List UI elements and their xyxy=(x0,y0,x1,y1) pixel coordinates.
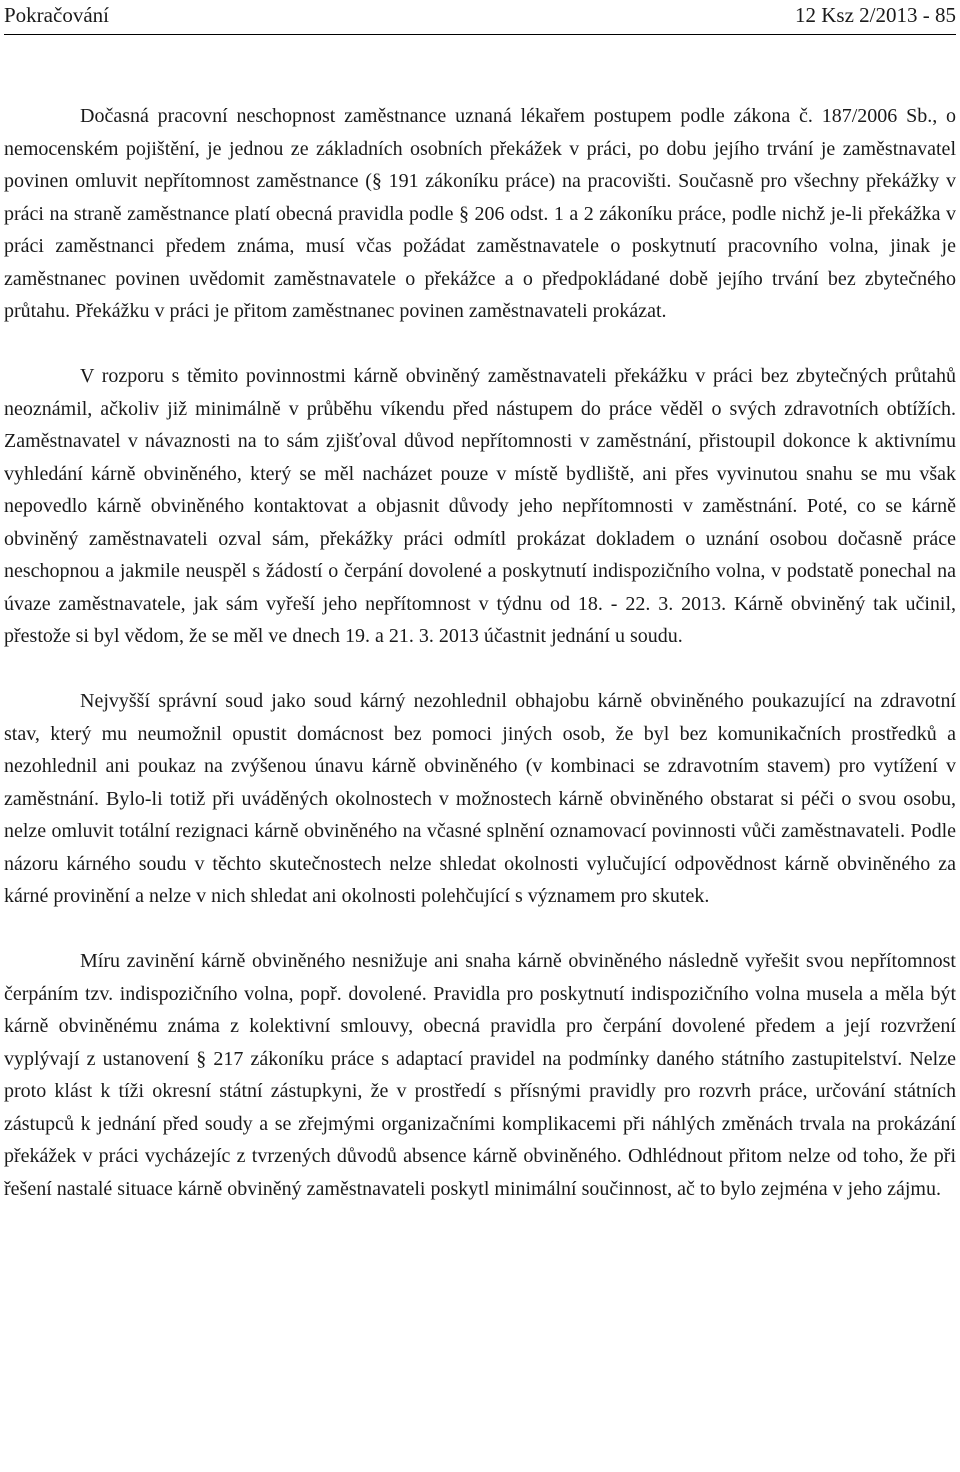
paragraph-1: Dočasná pracovní neschopnost zaměstnance uznaná lékařem postupem podle zákona č. 187/2006 Sb., o nemocenském pojištění, je jednou ze základních osobních překážek v práci, po dobu jejího trvání je zaměstnavatel povinen omluvit nepřítomnost zaměstnance (§ 191 zákoníku práce) na pracovišti. Současně pro všechny překážky v práci na straně zaměstnance platí obecná pravidla podle § 206 odst. 1 a 2 zákoníku práce, podle nichž je-li překážka v práci zaměstnanci předem známa, musí včas požádat zaměstnavatele o poskytnutí pracovního volna, jinak je zaměstnanec povinen uvědomit zaměstnavatele o překážce a o předpokládané době jejího trvání bez zbytečného průtahu. Překážku v práci je přitom zaměstnanec povinen zaměstnavateli prokázat. xyxy=(4,105,956,322)
header-case-number: 12 Ksz 2/2013 - 85 xyxy=(795,3,956,27)
header-continuation-label: Pokračování xyxy=(4,3,109,27)
document-page xyxy=(4,0,956,1200)
page-header xyxy=(4,0,956,30)
paragraph-3: Nejvyšší správní soud jako soud kárný nezohlednil obhajobu kárně obviněného poukazující na zdravotní stav, který mu neumožnil opustit domácnost bez pomoci jiných osob, že byl bez komunikačních prostředků a nezohlednil ani poukaz na zvýšenou únavu kárně obviněného (v kombinaci se zdravotním stavem) pro vytížení v zaměstnání. Bylo-li totiž při uváděných okolnostech v možnostech kárně obviněného obstarat si péči o svou osobu, nelze omluvit totální rezignaci kárně obviněného na včasné splnění oznamovací povinnosti vůči zaměstnavateli. Podle názoru kárného soudu v těchto skutečnostech nelze shledat okolnosti vylučující odpovědnost kárně obviněného za kárné provinění a nelze v nich shledat ani okolnosti polehčující s významem pro skutek. xyxy=(4,690,956,907)
paragraph-4: Míru zavinění kárně obviněného nesnižuje ani snaha kárně obviněného následně vyřešit svou nepřítomnost čerpáním tzv. indispozičního volna, popř. dovolené. Pravidla pro poskytnutí indispozičního volna musela a měla být kárně obviněnému známa z kolektivní smlouvy, obecná pravidla pro čerpání dovolené předem a její rozvržení vyplývají z ustanovení § 217 zákoníku práce s adaptací pravidel na podmínky daného státního zastupitelství. Nelze proto klást k tíži okresní státní zástupkyni, že v prostředí s přísnými pravidly pro rozvrh práce, určování státních zástupců k jednání před soudy a se zřejmými organizačními komplikacemi při náhlých změnách trvala na prokázání překážek v práci vycházejíc z tvrzených důvodů absence kárně obviněného. Odhlédnout přitom nelze od toho, že při řešení nastalé situace kárně obviněný zaměstnavateli poskytl minimální součinnost, ač to bylo zejména v jeho zájmu. xyxy=(4,950,956,1200)
document-body xyxy=(4,100,956,1205)
header-divider xyxy=(4,34,956,35)
paragraph-2: V rozporu s těmito povinnostmi kárně obviněný zaměstnavateli překážku v práci bez zbytečných průtahů neoznámil, ačkoliv již minimálně v průběhu víkendu před nástupem do práce věděl o svých zdravotních obtížích. Zaměstnavatel v návaznosti na to sám zjišťoval důvod nepřítomnosti v zaměstnání, přistoupil dokonce k aktivnímu vyhledání kárně obviněného, který se měl nacházet pouze v místě bydliště, ani přes vyvinutou snahu se mu však nepovedlo kárně obviněného kontaktovat a objasnit důvody jeho nepřítomnosti v zaměstnání. Poté, co se kárně obviněný zaměstnavateli ozval sám, překážky práci odmítl prokázat dokladem o uznání osobou dočasně práce neschopnou a jakmile neuspěl s žádostí o čerpání dovolené a poskytnutí indispozičního volna, v podstatě ponechal na úvaze zaměstnavatele, jak sám vyřeší jeho nepřítomnost v týdnu od 18. - 22. 3. 2013. Kárně obviněný tak učinil, přestože si byl vědom, že se měl ve dnech 19. a 21. 3. 2013 účastnit jednání u soudu. xyxy=(4,365,956,647)
